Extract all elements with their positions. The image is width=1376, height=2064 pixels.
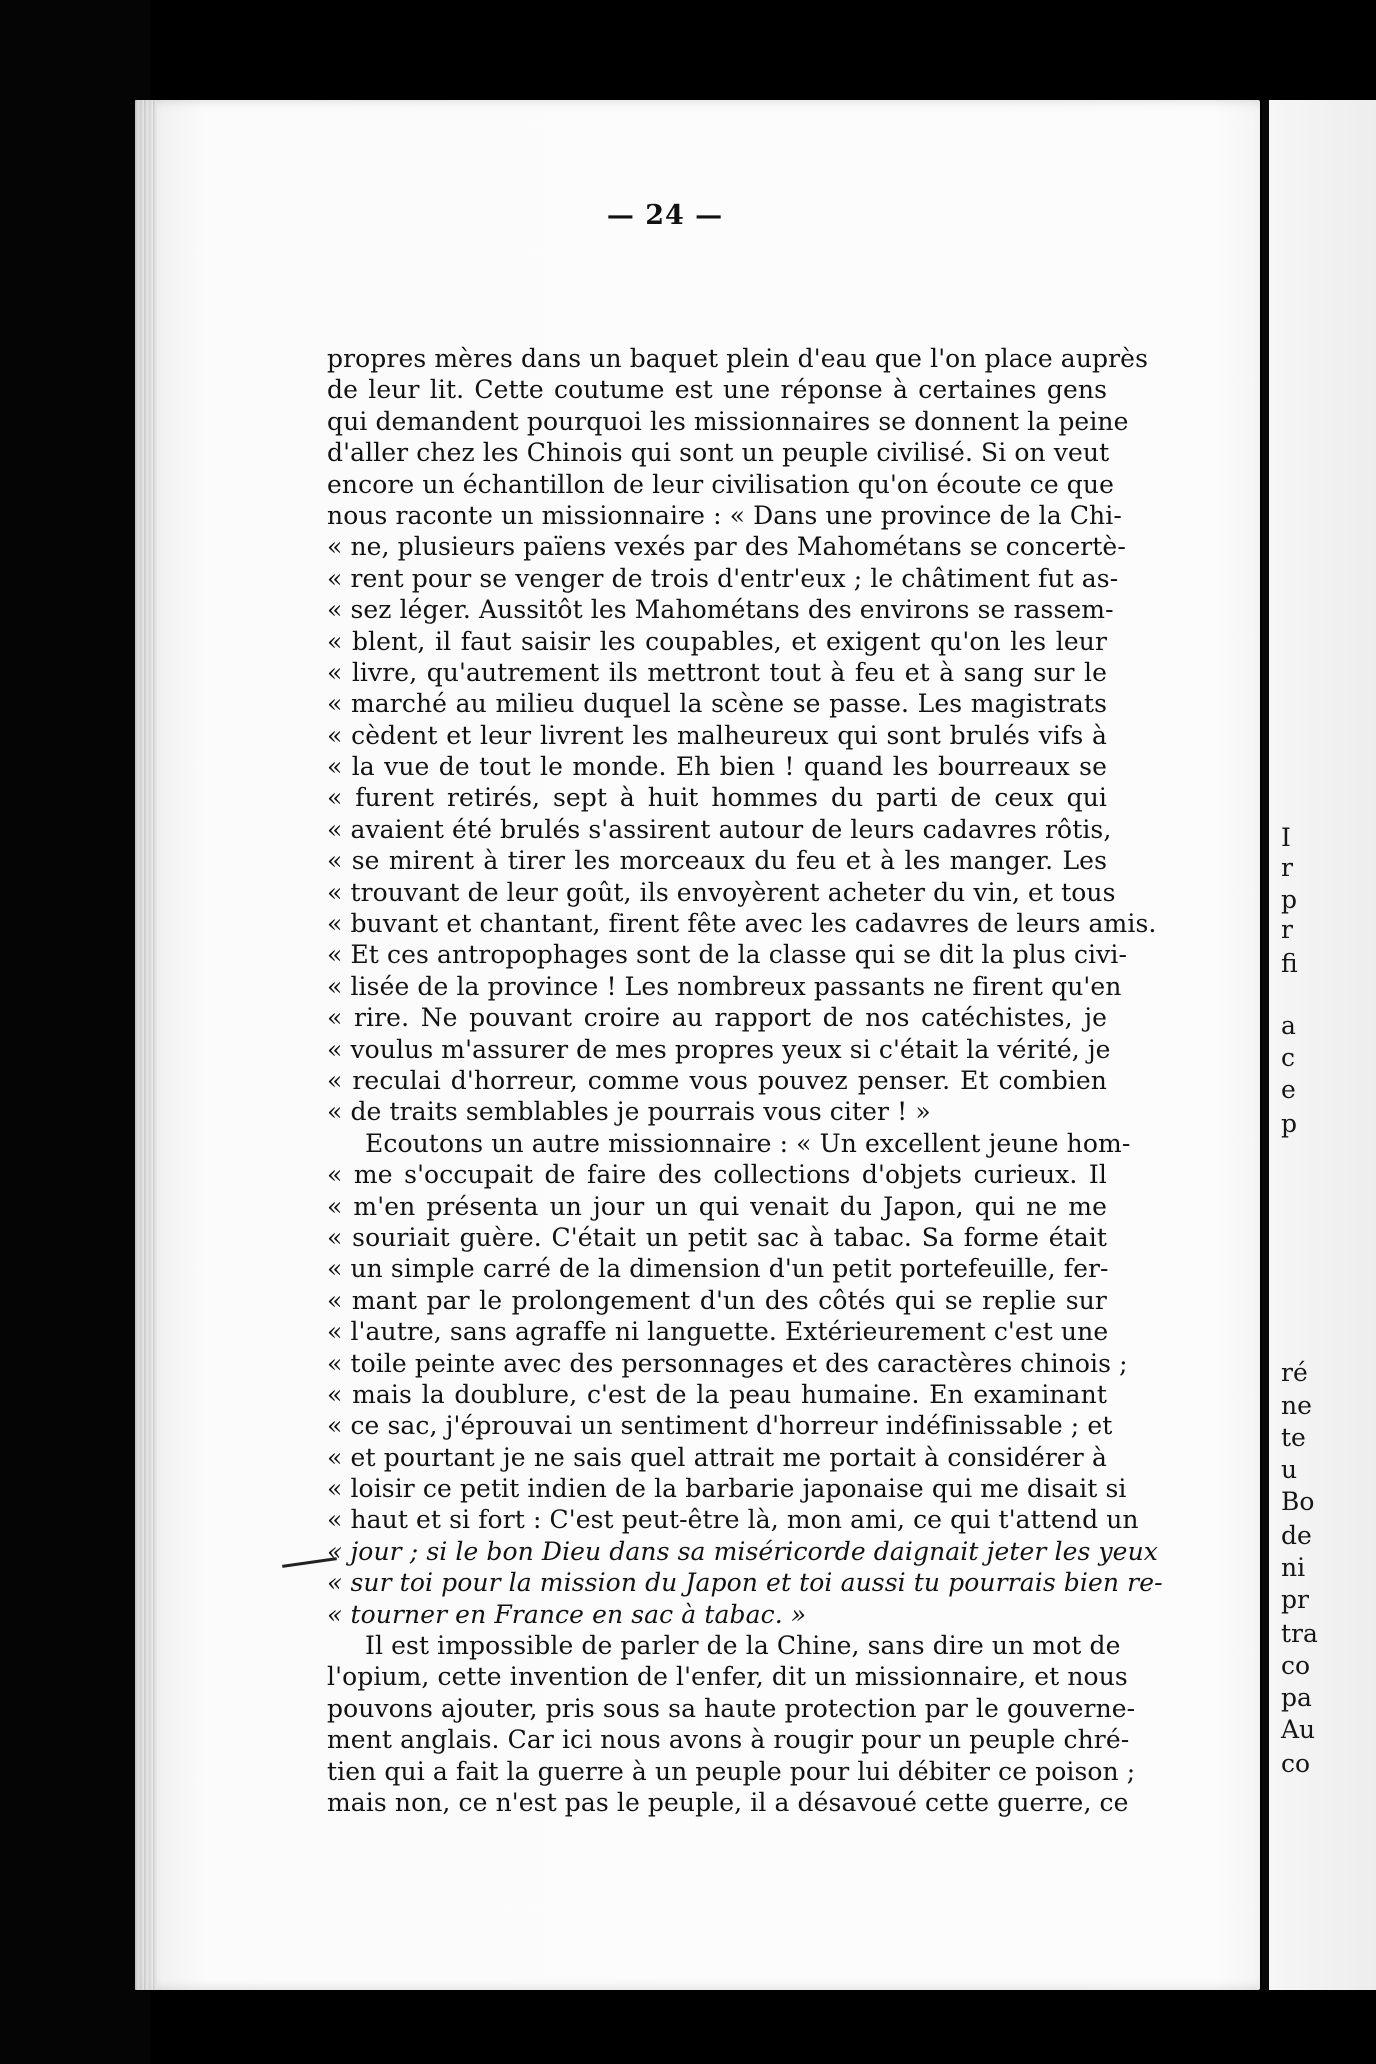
text-line: propres mères dans un baquet plein d'eau que l'on place auprès bbox=[327, 344, 1148, 373]
text-line: d'aller chez les Chinois qui sont un peuple civilisé. Si on veut bbox=[327, 438, 1110, 468]
text-line: l'opium, cette invention de l'enfer, dit un missionnaire, et nous bbox=[327, 1662, 1128, 1692]
next-page-fragment: r bbox=[1281, 853, 1293, 882]
text-line: « me s'occupait de faire des collections d'objets curieux. Il bbox=[327, 1160, 1107, 1190]
text-line: « lisée de la province ! Les nombreux passants ne firent qu'en bbox=[327, 971, 1122, 1001]
next-page-fragment: co bbox=[1281, 1651, 1311, 1680]
next-page-fragment: a bbox=[1281, 1011, 1296, 1040]
text-line: Ecoutons un autre missionnaire : « Un excellent jeune hom- bbox=[365, 1128, 1131, 1158]
text-line: de leur lit. Cette coutume est une réponse à certaines gens bbox=[327, 375, 1107, 405]
text-line: « haut et si fort : C'est peut-être là, mon ami, ce qui t'attend un bbox=[327, 1505, 1139, 1535]
text-line: « sez léger. Aussitôt les Mahométans des environs se rassem- bbox=[327, 595, 1114, 625]
next-page-fragment: I bbox=[1281, 823, 1291, 852]
next-page-fragment: co bbox=[1281, 1749, 1311, 1778]
next-page-fragment: Au bbox=[1281, 1715, 1316, 1744]
text-line: tien qui a fait la guerre à un peuple pour lui débiter ce poison ; bbox=[327, 1756, 1136, 1786]
body-text bbox=[327, 343, 1163, 1818]
next-page-fragment: u bbox=[1281, 1455, 1298, 1484]
text-line: « Et ces antropophages sont de la classe qui se dit la plus civi- bbox=[327, 940, 1128, 970]
text-line: « blent, il faut saisir les coupables, et exigent qu'on les leur bbox=[327, 626, 1107, 656]
next-page-fragment: Bo bbox=[1281, 1487, 1315, 1516]
text-line: « de traits semblables je pourrais vous citer ! » bbox=[327, 1097, 931, 1127]
text-line: « loisir ce petit indien de la barbarie japonaise qui me disait si bbox=[327, 1474, 1127, 1504]
text-line: « l'autre, sans agraffe ni languette. Extérieurement c'est une bbox=[327, 1317, 1109, 1347]
next-page-fragment: e bbox=[1281, 1075, 1296, 1104]
next-page-fragment: c bbox=[1281, 1043, 1296, 1072]
text-line: nous raconte un missionnaire : « Dans une province de la Chi- bbox=[327, 500, 1122, 530]
next-page-fragment: r bbox=[1281, 915, 1293, 944]
next-page-fragment: pa bbox=[1281, 1683, 1312, 1712]
text-line: « furent retirés, sept à huit hommes du parti de ceux qui bbox=[327, 783, 1107, 813]
next-page-fragment: p bbox=[1281, 885, 1298, 914]
next-page-fragment: pr bbox=[1281, 1585, 1309, 1614]
text-line: ment anglais. Car ici nous avons à rougir pour un peuple chré- bbox=[327, 1725, 1130, 1755]
text-line: « sur toi pour la mission du Japon et toi aussi tu pourrais bien re- bbox=[327, 1568, 1163, 1598]
text-line: encore un échantillon de leur civilisation qu'on écoute ce que bbox=[327, 469, 1114, 499]
text-line: « toile peinte avec des personnages et des caractères chinois ; bbox=[327, 1348, 1128, 1378]
text-line: « ce sac, j'éprouvai un sentiment d'horreur indéfinissable ; et bbox=[327, 1411, 1113, 1441]
next-page-fragment: tra bbox=[1281, 1619, 1318, 1648]
next-page-fragment: fi bbox=[1281, 949, 1298, 978]
page-divider bbox=[1262, 100, 1269, 1990]
text-line: « la vue de tout le monde. Eh bien ! quand les bourreaux se bbox=[327, 752, 1107, 782]
text-line: « mais la doublure, c'est de la peau humaine. En examinant bbox=[327, 1379, 1107, 1409]
text-line: « marché au milieu duquel la scène se passe. Les magistrats bbox=[327, 689, 1107, 719]
next-page-fragment: ne bbox=[1281, 1391, 1312, 1420]
text-line: « mant par le prolongement d'un des côtés qui se replie sur bbox=[327, 1285, 1107, 1315]
next-page-edge bbox=[1269, 100, 1376, 1990]
next-page-fragment: ré bbox=[1281, 1358, 1308, 1387]
text-line: « avaient été brulés s'assirent autour de leurs cadavres rôtis, bbox=[327, 814, 1112, 844]
text-line: « voulus m'assurer de mes propres yeux si c'était la vérité, je bbox=[327, 1034, 1111, 1064]
text-line: « m'en présenta un jour un qui venait du Japon, qui ne me bbox=[327, 1191, 1107, 1221]
next-page-fragment: te bbox=[1281, 1423, 1306, 1452]
text-line: Il est impossible de parler de la Chine, sans dire un mot de bbox=[365, 1631, 1121, 1661]
text-line: « rent pour se venger de trois d'entr'eux ; le châtiment fut as- bbox=[327, 563, 1119, 593]
text-line: pouvons ajouter, pris sous sa haute protection par le gouverne- bbox=[327, 1693, 1136, 1723]
text-line: « un simple carré de la dimension d'un petit portefeuille, fer- bbox=[327, 1254, 1109, 1284]
page-gutter bbox=[135, 100, 157, 1990]
text-line: « rire. Ne pouvant croire au rapport de nos catéchistes, je bbox=[327, 1003, 1107, 1033]
text-line: « tourner en France en sac à tabac. » bbox=[327, 1599, 807, 1629]
text-line: « souriait guère. C'était un petit sac à tabac. Sa forme était bbox=[327, 1222, 1107, 1252]
text-line: « et pourtant je ne sais quel attrait me portait à considérer à bbox=[327, 1442, 1107, 1472]
text-line: mais non, ce n'est pas le peuple, il a désavoué cette guerre, ce bbox=[327, 1787, 1129, 1817]
next-page-fragment: p bbox=[1281, 1109, 1298, 1138]
next-page-fragment: de bbox=[1281, 1521, 1312, 1550]
text-line: « jour ; si le bon Dieu dans sa miséricorde daignait jeter les yeux bbox=[327, 1536, 1158, 1566]
text-line: « trouvant de leur goût, ils envoyèrent acheter du vin, et tous bbox=[327, 877, 1116, 907]
text-line: « livre, qu'autrement ils mettront tout à feu et à sang sur le bbox=[327, 657, 1107, 687]
text-line: « reculai d'horreur, comme vous pouvez penser. Et combien bbox=[327, 1065, 1107, 1095]
text-line: « buvant et chantant, firent fête avec les cadavres de leurs amis. bbox=[327, 909, 1157, 939]
next-page-fragment: ni bbox=[1281, 1553, 1306, 1582]
text-line: « ne, plusieurs païens vexés par des Mahométans se concertè- bbox=[327, 532, 1126, 562]
text-line: qui demandent pourquoi les missionnaires se donnent la peine bbox=[327, 406, 1129, 436]
text-line: « se mirent à tirer les morceaux du feu et à les manger. Les bbox=[327, 846, 1107, 876]
text-line: « cèdent et leur livrent les malheureux qui sont brulés vifs à bbox=[327, 720, 1107, 750]
scan-left-border bbox=[0, 0, 150, 2064]
page-number: — 24 — bbox=[606, 200, 724, 231]
